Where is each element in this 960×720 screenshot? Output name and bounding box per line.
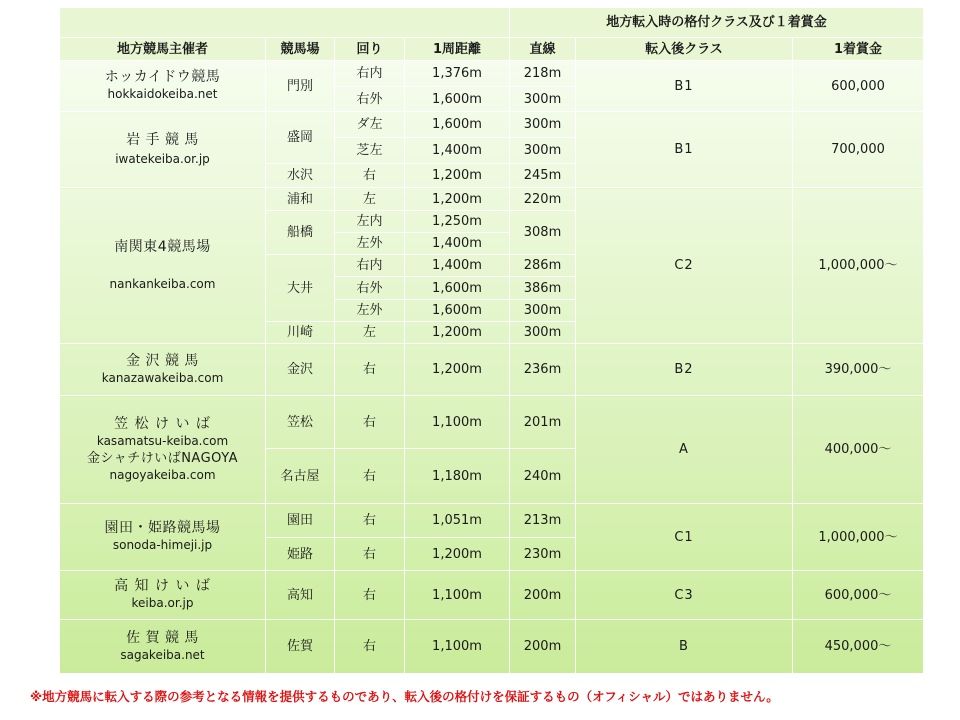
track-cell: 金沢 — [266, 344, 335, 396]
track-cell: 高知 — [266, 571, 335, 620]
prize-cell: 1,000,000～ — [793, 188, 924, 344]
organizer-url: nankankeiba.com — [109, 276, 216, 291]
organizer-name: 園田・姫路競馬場 — [104, 520, 221, 536]
table-row — [60, 620, 924, 674]
distance-cell: 1,376m — [405, 61, 510, 87]
direction-cell: 左外 — [335, 300, 405, 322]
distance-cell: 1,200m — [405, 344, 510, 396]
table-row — [60, 504, 924, 538]
straight-cell: 240m — [510, 449, 576, 504]
straight-cell: 300m — [510, 300, 576, 322]
table-row — [60, 61, 924, 87]
track-cell: 水沢 — [266, 164, 335, 188]
direction-cell: 右 — [335, 396, 405, 449]
organizer-url: nagoyakeiba.com — [109, 467, 216, 482]
class-cell: B1 — [576, 61, 793, 112]
straight-cell: 201m — [510, 396, 576, 449]
straight-cell: 218m — [510, 61, 576, 87]
track-cell: 佐賀 — [266, 620, 335, 674]
straight-cell: 213m — [510, 504, 576, 538]
col-header-prize: 1着賞金 — [793, 38, 924, 61]
prize-cell: 450,000～ — [793, 620, 924, 674]
header-row-columns — [60, 38, 924, 61]
organizer-cell — [60, 504, 266, 571]
organizer-cell — [60, 344, 266, 396]
track-cell: 笠松 — [266, 396, 335, 449]
straight-cell: 300m — [510, 322, 576, 344]
direction-cell: 左 — [335, 188, 405, 211]
direction-cell: 芝左 — [335, 138, 405, 164]
track-cell: 園田 — [266, 504, 335, 538]
table-row — [60, 112, 924, 138]
disclaimer-note: ※地方競馬に転入する際の参考となる情報を提供するものであり、転入後の格付けを保証するもの（オフィシャル）ではありません。 — [30, 689, 779, 704]
class-cell: B1 — [576, 112, 793, 188]
distance-cell: 1,200m — [405, 538, 510, 571]
straight-cell: 386m — [510, 277, 576, 300]
header-blank-cell — [60, 8, 510, 38]
prize-cell: 400,000～ — [793, 396, 924, 504]
table-row — [60, 571, 924, 620]
distance-cell: 1,200m — [405, 188, 510, 211]
col-header-organizer: 地方競馬主催者 — [60, 38, 266, 61]
direction-cell: 右 — [335, 344, 405, 396]
distance-cell: 1,100m — [405, 571, 510, 620]
header-group-title: 地方転入時の格付クラス及び１着賞金 — [510, 8, 924, 38]
track-cell: 門別 — [266, 61, 335, 112]
organizer-cell — [60, 112, 266, 188]
distance-cell: 1,600m — [405, 87, 510, 112]
straight-cell: 286m — [510, 255, 576, 277]
distance-cell: 1,400m — [405, 138, 510, 164]
distance-cell: 1,051m — [405, 504, 510, 538]
organizer-name: ホッカイドウ競馬 — [104, 69, 221, 85]
class-cell: B2 — [576, 344, 793, 396]
distance-cell: 1,200m — [405, 164, 510, 188]
col-header-direction: 回り — [335, 38, 405, 61]
col-header-track: 競馬場 — [266, 38, 335, 61]
direction-cell: 右外 — [335, 87, 405, 112]
organizer-url: kanazawakeiba.com — [101, 370, 224, 385]
table-row — [60, 344, 924, 396]
prize-cell: 600,000～ — [793, 571, 924, 620]
straight-cell: 300m — [510, 138, 576, 164]
track-cell: 大井 — [266, 255, 335, 322]
direction-cell: 右 — [335, 164, 405, 188]
organizer-name: 岩 手 競 馬 — [126, 131, 199, 148]
organizer-name: 高 知 け い ば — [114, 578, 211, 594]
track-cell: 名古屋 — [266, 449, 335, 504]
prize-cell: 1,000,000～ — [793, 504, 924, 571]
track-cell: 船橋 — [266, 211, 335, 255]
organizer-url: hokkaidokeiba.net — [107, 87, 218, 101]
organizer-url: sonoda-himeji.jp — [112, 538, 213, 552]
prize-cell: 600,000 — [793, 61, 924, 112]
direction-cell: 右 — [335, 620, 405, 674]
straight-cell: 236m — [510, 344, 576, 396]
class-cell: C3 — [576, 571, 793, 620]
class-cell: C1 — [576, 504, 793, 571]
distance-cell: 1,600m — [405, 300, 510, 322]
organizer-url: iwatekeiba.or.jp — [115, 151, 210, 166]
organizer-cell — [60, 61, 266, 112]
class-cell: A — [576, 396, 793, 504]
direction-cell: 左 — [335, 322, 405, 344]
distance-cell: 1,100m — [405, 396, 510, 449]
organizer-cell — [60, 188, 266, 344]
organizer-name: 南関東4競馬場 — [114, 238, 211, 255]
col-header-distance: 1周距離 — [405, 38, 510, 61]
col-header-class: 転入後クラス — [576, 38, 793, 61]
straight-cell: 300m — [510, 87, 576, 112]
direction-cell: 右 — [335, 538, 405, 571]
distance-cell: 1,400m — [405, 233, 510, 255]
straight-cell: 230m — [510, 538, 576, 571]
direction-cell: 左外 — [335, 233, 405, 255]
organizer-url: keiba.or.jp — [131, 596, 194, 610]
distance-cell: 1,180m — [405, 449, 510, 504]
direction-cell: 右外 — [335, 277, 405, 300]
header-row-group — [60, 8, 924, 38]
direction-cell: ダ左 — [335, 112, 405, 138]
organizer-name: 金 沢 競 馬 — [126, 352, 199, 369]
straight-cell: 308m — [510, 211, 576, 255]
straight-cell: 300m — [510, 112, 576, 138]
col-header-straight: 直線 — [510, 38, 576, 61]
organizer-cell — [60, 396, 266, 504]
straight-cell: 245m — [510, 164, 576, 188]
direction-cell: 右 — [335, 449, 405, 504]
direction-cell: 右内 — [335, 255, 405, 277]
table-row — [60, 188, 924, 211]
prize-cell: 700,000 — [793, 112, 924, 188]
racecourse-table — [59, 7, 924, 674]
distance-cell: 1,600m — [405, 112, 510, 138]
class-cell: C2 — [576, 188, 793, 344]
organizer-name: 佐 賀 競 馬 — [126, 629, 199, 646]
direction-cell: 右 — [335, 571, 405, 620]
direction-cell: 右 — [335, 504, 405, 538]
track-cell: 姫路 — [266, 538, 335, 571]
organizer-name: 金シャチけいばNAGOYA — [86, 450, 239, 466]
organizer-url: sagakeiba.net — [120, 647, 205, 662]
distance-cell: 1,400m — [405, 255, 510, 277]
track-cell: 川崎 — [266, 322, 335, 344]
distance-cell: 1,100m — [405, 620, 510, 674]
prize-cell: 390,000～ — [793, 344, 924, 396]
distance-cell: 1,250m — [405, 211, 510, 233]
organizer-url: kasamatsu-keiba.com — [96, 433, 229, 448]
organizer-name: 笠 松 け い ば — [114, 415, 211, 432]
distance-cell: 1,200m — [405, 322, 510, 344]
organizer-cell — [60, 571, 266, 620]
direction-cell: 右内 — [335, 61, 405, 87]
straight-cell: 200m — [510, 620, 576, 674]
distance-cell: 1,600m — [405, 277, 510, 300]
class-cell: B — [576, 620, 793, 674]
table-row — [60, 396, 924, 449]
straight-cell: 200m — [510, 571, 576, 620]
organizer-cell — [60, 620, 266, 674]
track-cell: 浦和 — [266, 188, 335, 211]
direction-cell: 左内 — [335, 211, 405, 233]
straight-cell: 220m — [510, 188, 576, 211]
track-cell: 盛岡 — [266, 112, 335, 164]
